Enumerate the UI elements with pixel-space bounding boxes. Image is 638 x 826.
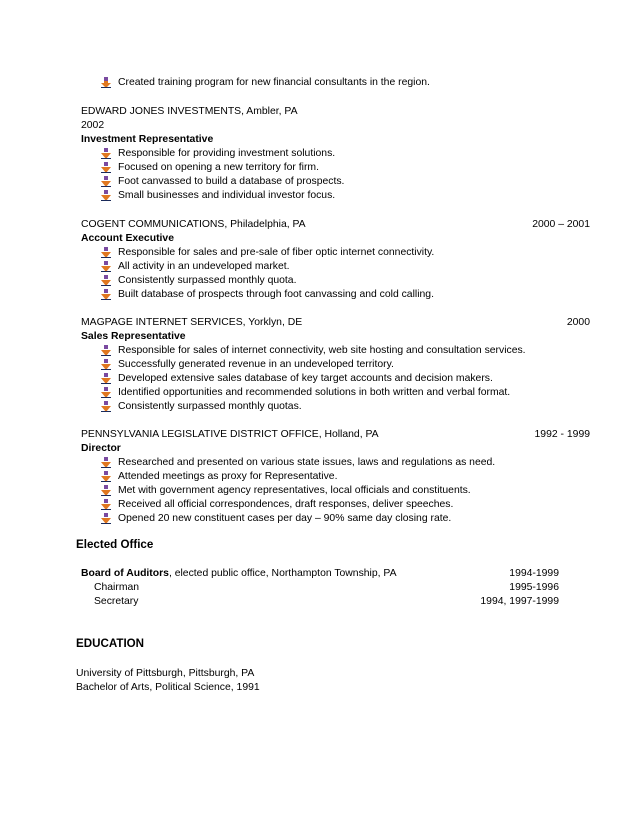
bullet-text: Researched and presented on various state issues, laws and regulations as need. (118, 457, 496, 468)
job-year: 2002 (81, 120, 105, 131)
bullet-text: Successfully generated revenue in an undeveloped territory. (118, 359, 394, 370)
bullet-text: Responsible for sales of internet connectivity, web site hosting and consultation services. (118, 345, 526, 356)
arrow-down-bullet-icon (101, 387, 111, 398)
bullet-text: Received all official correspondences, draft responses, deliver speeches. (118, 499, 454, 510)
company-name: MAGPAGE INTERNET SERVICES, Yorklyn, DE (81, 317, 303, 328)
job-dates: 2000 (566, 317, 590, 328)
bullet-text: Consistently surpassed monthly quota. (118, 275, 297, 286)
section-heading-education: EDUCATION (76, 637, 145, 650)
bullet-text: Focused on opening a new territory for firm. (118, 162, 319, 173)
arrow-down-bullet-icon (101, 289, 111, 300)
bullet-text: Created training program for new financial consultants in the region. (118, 77, 430, 88)
bullet-text: Responsible for sales and pre-sale of fiber optic internet connectivity. (118, 247, 435, 258)
arrow-down-bullet-icon (101, 162, 111, 173)
role-label: Secretary (94, 596, 139, 607)
company-name: PENNSYLVANIA LEGISLATIVE DISTRICT OFFICE, Holland, PA (81, 429, 379, 440)
board-dates: 1994-1999 (509, 568, 559, 579)
bullet-text: Identified opportunities and recommended solutions in both written and verbal format. (118, 387, 511, 398)
board-name: Board of Auditors (81, 568, 169, 579)
role-dates: 1994, 1997-1999 (480, 596, 559, 607)
bullet-text: Small businesses and individual investor focus. (118, 190, 336, 201)
bullet-text: Foot canvassed to build a database of prospects. (118, 176, 345, 187)
bullet-text: Met with government agency representatives, local officials and constituents. (118, 485, 471, 496)
job-title: Director (81, 443, 121, 454)
section-heading-elected: Elected Office (76, 538, 154, 551)
job-title: Sales Representative (81, 331, 186, 342)
bullet-text: All activity in an undeveloped market. (118, 261, 290, 272)
arrow-down-bullet-icon (101, 499, 111, 510)
bullet-text: Opened 20 new constituent cases per day – 90% same day closing rate. (118, 513, 452, 524)
role-label: Chairman (94, 582, 140, 593)
arrow-down-bullet-icon (101, 373, 111, 384)
arrow-down-bullet-icon (101, 176, 111, 187)
bullet-text: Consistently surpassed monthly quotas. (118, 401, 302, 412)
arrow-down-bullet-icon (101, 457, 111, 468)
arrow-down-bullet-icon (101, 77, 111, 88)
arrow-down-bullet-icon (101, 261, 111, 272)
job-title: Investment Representative (81, 134, 214, 145)
degree: Bachelor of Arts, Political Science, 1991 (76, 682, 260, 693)
role-dates: 1995-1996 (509, 582, 559, 593)
arrow-down-bullet-icon (101, 190, 111, 201)
bullet-text: Responsible for providing investment solutions. (118, 148, 336, 159)
arrow-down-bullet-icon (101, 345, 111, 356)
arrow-down-bullet-icon (101, 513, 111, 524)
arrow-down-bullet-icon (101, 401, 111, 412)
company-name: EDWARD JONES INVESTMENTS, Ambler, PA (81, 106, 298, 117)
arrow-down-bullet-icon (101, 148, 111, 159)
job-dates: 1992 - 1999 (534, 429, 590, 440)
bullet-text: Built database of prospects through foot canvassing and cold calling. (118, 289, 434, 300)
arrow-down-bullet-icon (101, 471, 111, 482)
arrow-down-bullet-icon (101, 275, 111, 286)
company-name: COGENT COMMUNICATIONS, Philadelphia, PA (81, 219, 306, 230)
arrow-down-bullet-icon (101, 359, 111, 370)
board-line (81, 567, 397, 580)
bullet-text: Attended meetings as proxy for Representative. (118, 471, 338, 482)
arrow-down-bullet-icon (101, 247, 111, 258)
bullet-text: Developed extensive sales database of key target accounts and decision makers. (118, 373, 493, 384)
board-description: , elected public office, Northampton Township, PA (168, 568, 397, 579)
job-title: Account Executive (81, 233, 174, 244)
arrow-down-bullet-icon (101, 485, 111, 496)
school-name: University of Pittsburgh, Pittsburgh, PA (76, 668, 255, 679)
job-dates: 2000 – 2001 (532, 219, 590, 230)
